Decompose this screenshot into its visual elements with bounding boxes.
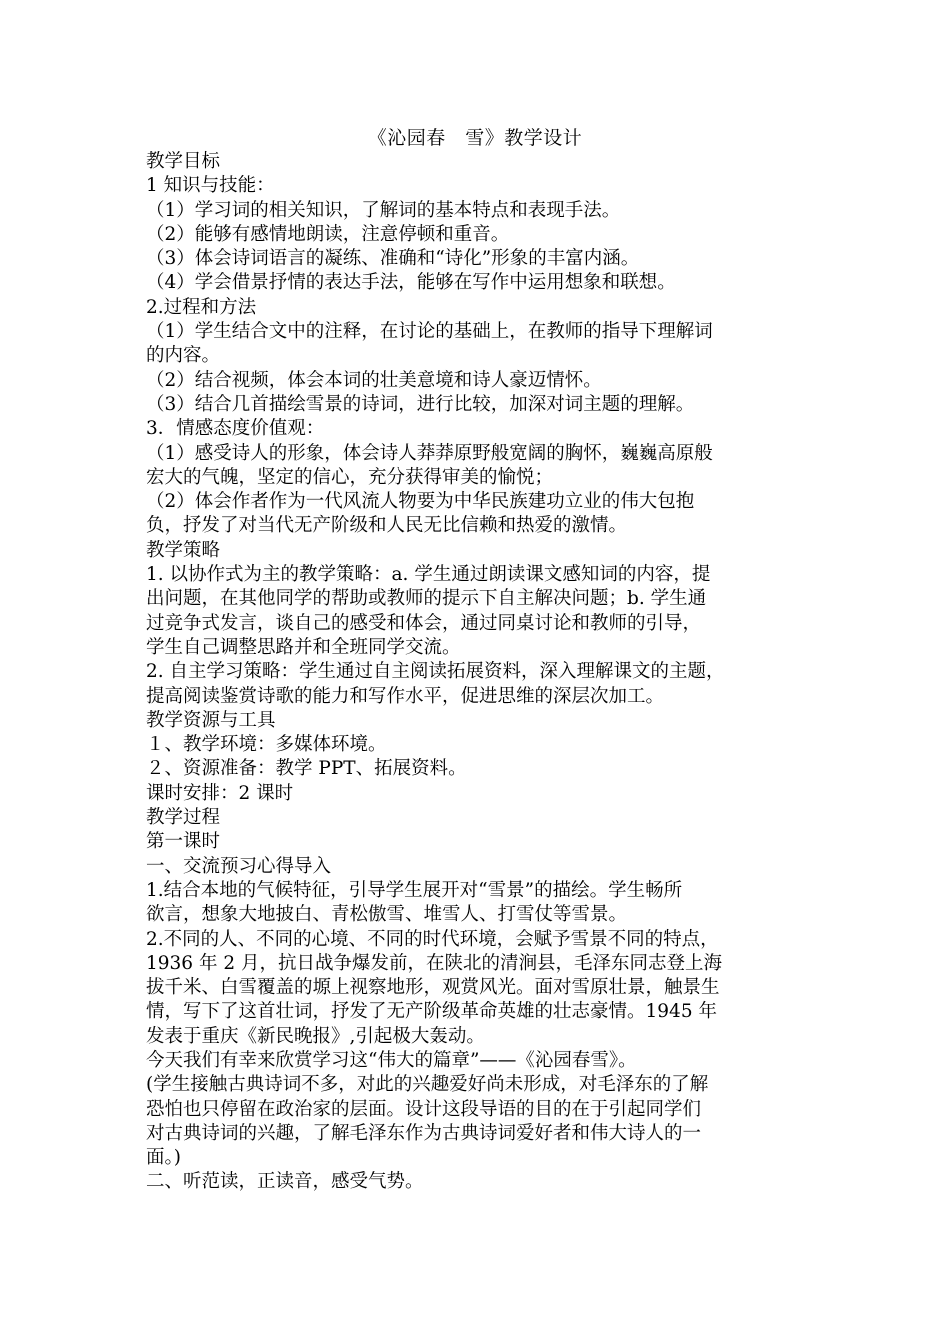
text-line: 1.结合本地的气候特征，引导学生展开对“雪景”的描绘。学生畅所 [146,879,683,901]
subheading-step-two: 二、听范读，正读音，感受气势。 [146,1171,424,1193]
subheading-process-methods: 2.过程和方法 [146,296,257,318]
text-line: 拔千米、白雪覆盖的塬上视察地形，观赏风光。面对雪原壮景，触景生 [146,977,720,999]
text-line: 的内容。 [146,345,221,367]
text-line: 恐怕也只停留在政治家的层面。设计这段导语的目的在于引起同学们 [146,1098,702,1120]
text-line: 今天我们有幸来欣赏学习这“伟大的篇章”——《沁园春雪》。 [146,1049,637,1071]
document-title: 《沁园春 雪》教学设计 [367,127,583,149]
schedule-line: 课时安排：2 课时 [146,782,294,804]
section-heading-strategy: 教学策略 [146,539,221,561]
text-line: 2. 自主学习策略：学生通过自主阅读拓展资料，深入理解课文的主题， [146,661,725,683]
section-heading-resources: 教学资源与工具 [146,709,276,731]
text-line: 1936 年 2 月，抗日战争爆发前，在陕北的清涧县，毛泽东同志登上海 [146,952,722,974]
text-line: 过竞争式发言，谈自己的感受和体会，通过同桌讨论和教师的引导， [146,612,702,634]
text-line: （2）体会作者作为一代风流人物要为中华民族建功立业的伟大包抱 [146,491,695,513]
text-line: 学生自己调整思路并和全班同学交流。 [146,636,461,658]
text-line: 1. 以协作式为主的教学策略：a. 学生通过朗读课文感知词的内容，提 [146,564,711,586]
text-line: （3）结合几首描绘雪景的诗词，进行比较，加深对词主题的理解。 [146,393,695,415]
text-line: （4）学会借景抒情的表达手法，能够在写作中运用想象和联想。 [146,272,676,294]
text-line: 情，写下了这首壮词，抒发了无产阶级革命英雄的壮志豪情。1945 年 [146,1001,717,1023]
subheading-step-one: 一、交流预习心得导入 [146,855,332,877]
subheading-knowledge-skills: 1 知识与技能： [146,175,275,197]
text-line: 提高阅读鉴赏诗歌的能力和写作水平，促进思维的深层次加工。 [146,685,665,707]
text-line: （2）能够有感情地朗读，注意停顿和重音。 [146,223,510,245]
document-body [146,150,816,1195]
text-line: 出问题，在其他同学的帮助或教师的提示下自主解决问题；b. 学生通 [146,588,707,610]
section-heading-objectives: 教学目标 [146,151,221,172]
text-line: （2）结合视频，体会本词的壮美意境和诗人豪迈情怀。 [146,369,602,391]
text-line: 面。) [146,1147,181,1169]
text-line: （1）感受诗人的形象，体会诗人莽莽原野般宽阔的胸怀，巍巍高原般 [146,442,713,464]
subheading-attitude-values: 3．情感态度价值观： [146,418,325,440]
section-heading-process: 教学过程 [146,807,221,829]
text-line: 发表于重庆《新民晚报》,引起极大轰动。 [146,1025,485,1047]
text-line: 负，抒发了对当代无产阶级和人民无比信赖和热爱的激情。 [146,515,628,537]
text-line: 欲言，想象大地披白、青松傲雪、堆雪人、打雪仗等雪景。 [146,904,628,926]
text-line: （1）学生结合文中的注释，在讨论的基础上，在教师的指导下理解词 [146,321,713,343]
subheading-first-lesson: 第一课时 [146,831,221,853]
text-line: 宏大的气魄，坚定的信心，充分获得审美的愉悦； [146,466,554,488]
text-line: （1）学习词的相关知识，了解词的基本特点和表现手法。 [146,199,621,221]
text-line: 对古典诗词的兴趣，了解毛泽东作为古典诗词爱好者和伟大诗人的一 [146,1122,702,1144]
text-line: ２、资源准备：教学 PPT、拓展资料。 [146,758,467,780]
text-line: （3）体会诗词语言的凝练、准确和“诗化”形象的丰富内涵。 [146,248,640,270]
text-line: １、教学环境：多媒体环境。 [146,734,387,756]
text-line: 2.不同的人、不同的心境、不同的时代环境，会赋予雪景不同的特点， [146,928,719,950]
text-line: (学生接触古典诗词不多，对此的兴趣爱好尚未形成，对毛泽东的了解 [146,1074,709,1096]
